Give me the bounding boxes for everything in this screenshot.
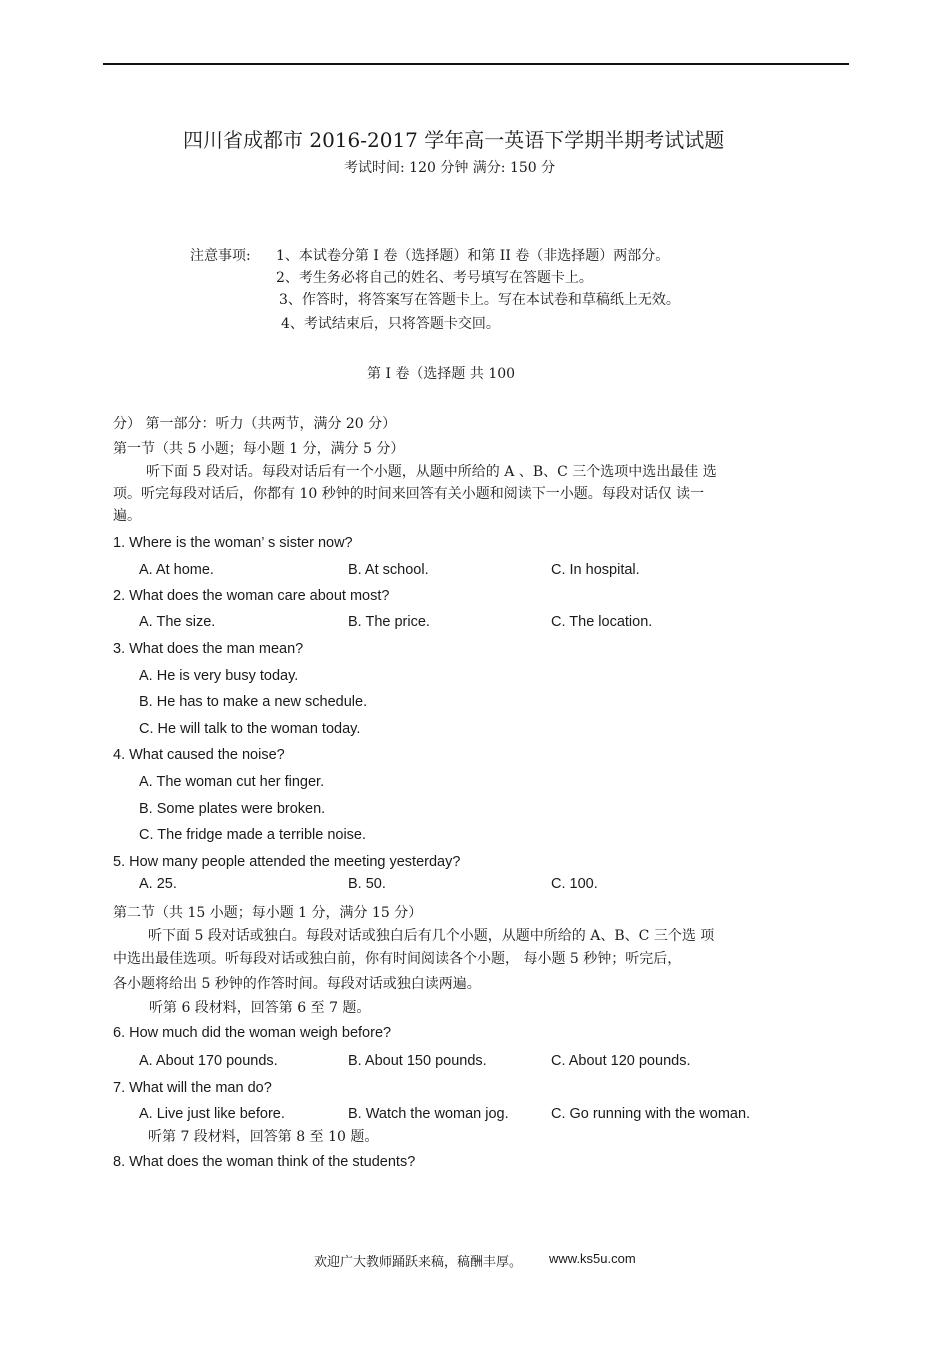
q2-option-c: C. The location. [551,614,653,630]
question-6: 6. How much did the woman weigh before? [113,1025,392,1041]
q6-option-b: B. About 150 pounds. [348,1053,487,1069]
question-7: 7. What will the man do? [113,1080,272,1096]
question-2: 2. What does the woman care about most? [113,588,390,604]
q4-option-c: C. The fridge made a terrible noise. [139,827,367,843]
q7-option-b: B. Watch the woman jog. [348,1106,509,1122]
note-item-4: 4、考试结束后，只将答题卡交回。 [281,316,500,332]
q1-option-b: B. At school. [348,562,429,578]
q5-option-b: B. 50. [348,876,386,892]
section2-instructions-line1: 听下面 5 段对话或独白。每段对话或独白后有几个小题，从题中所给的 A、B、C 三个选 项 [148,928,715,944]
volume-heading: 第 I 卷（选择题 共 100 [367,366,516,382]
question-4: 4. What caused the noise? [113,747,285,763]
section2-heading: 第二节（共 15 小题；每小题 1 分，满分 15 分） [113,905,423,921]
note-item-1: 1、本试卷分第 I 卷（选择题）和第 II 卷（非选择题）两部分。 [276,248,670,264]
section1-instructions-line1: 听下面 5 段对话。每段对话后有一个小题，从题中所给的 A 、B、C 三个选项中选出最佳 选 [146,464,717,480]
q5-option-a: A. 25. [139,876,177,892]
q4-option-a: A. The woman cut her finger. [139,774,325,790]
q3-option-b: B. He has to make a new schedule. [139,694,368,710]
q6-option-a: A. About 170 pounds. [139,1053,278,1069]
q7-option-c: C. Go running with the woman. [551,1106,751,1122]
section1-instructions-line3: 遍。 [113,508,141,524]
notes-label: 注意事项: [190,248,251,264]
q2-option-b: B. The price. [348,614,430,630]
section1-heading: 第一节（共 5 小题；每小题 1 分，满分 5 分） [113,441,405,457]
footer-text: 欢迎广大教师踊跃来稿，稿酬丰厚。 [314,1255,523,1270]
note-item-2: 2、考生务必将自己的姓名、考号填写在答题卡上。 [276,270,593,286]
q3-option-a: A. He is very busy today. [139,668,299,684]
q1-option-a: A. At home. [139,562,214,578]
q5-option-c: C. 100. [551,876,598,892]
part-one-heading: 分） 第一部分：听力（共两节，满分 20 分） [113,416,397,432]
document-title: 四川省成都市 2016-2017 学年高一英语下学期半期考试试题 [183,128,725,152]
section2-instructions-line2: 中选出最佳选项。听每段对话或独白前，你有时间阅读各个小题， 每小题 5 秒钟；听完后， [113,951,682,967]
section1-instructions-line2: 项。听完每段对话后，你都有 10 秒钟的时间来回答有关小题和阅读下一小题。每段对话仅 读一 [113,486,705,502]
question-8: 8. What does the woman think of the students? [113,1154,416,1170]
question-1: 1. Where is the woman’ s sister now? [113,535,353,551]
q3-option-c: C. He will talk to the woman today. [139,721,361,737]
question-3: 3. What does the man mean? [113,641,304,657]
material-6-instruction: 听第 6 段材料，回答第 6 至 7 题。 [149,1000,371,1016]
note-item-3: 3、作答时，将答案写在答题卡上。写在本试卷和草稿纸上无效。 [279,292,680,308]
question-5: 5. How many people attended the meeting yesterday? [113,854,461,870]
q2-option-a: A. The size. [139,614,216,630]
top-rule [103,63,849,65]
q1-option-c: C. In hospital. [551,562,640,578]
q7-option-a: A. Live just like before. [139,1106,285,1122]
material-7-instruction: 听第 7 段材料，回答第 8 至 10 题。 [148,1129,379,1145]
q6-option-c: C. About 120 pounds. [551,1053,691,1069]
exam-info: 考试时间: 120 分钟 满分: 150 分 [344,160,556,176]
section2-instructions-line3: 各小题将给出 5 秒钟的作答时间。每段对话或独白读两遍。 [113,976,481,992]
footer-url[interactable]: www.ks5u.com [549,1251,636,1266]
q4-option-b: B. Some plates were broken. [139,801,326,817]
